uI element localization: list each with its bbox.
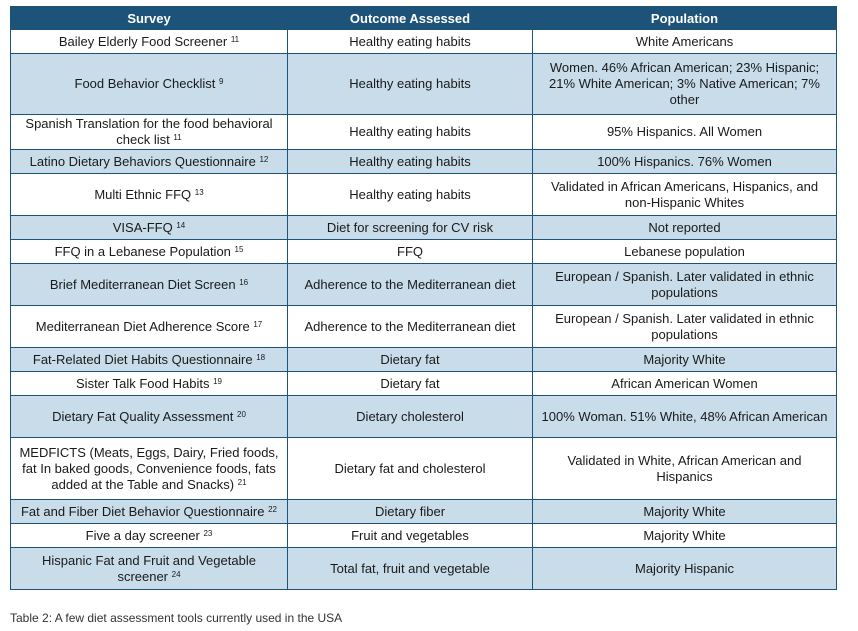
table-row (11, 150, 837, 174)
cell-outcome: Dietary cholesterol (288, 396, 533, 438)
cell-population: European / Spanish. Later validated in ethnic populations (533, 306, 837, 348)
survey-name: Mediterranean Diet Adherence Score (35, 318, 250, 334)
reference-number: 18 (256, 352, 266, 362)
reference-number: 19 (213, 376, 222, 386)
table-row (11, 372, 837, 396)
survey-name: Dietary Fat Quality Assessment (52, 408, 234, 424)
cell-survey (11, 216, 288, 240)
cell-survey (11, 306, 288, 348)
reference-number: 23 (203, 528, 213, 538)
cell-survey (11, 30, 288, 54)
cell-population: 100% Woman. 51% White, 48% African American (533, 396, 837, 438)
cell-population: Validated in White, African American and Hispanics (533, 438, 837, 500)
diet-assessment-table (10, 6, 837, 590)
cell-outcome: Healthy eating habits (288, 54, 533, 115)
table-row (11, 54, 837, 115)
reference-number: 21 (237, 477, 247, 487)
survey-name: Fat and Fiber Diet Behavior Questionnaire (20, 503, 265, 519)
cell-population: Majority White (533, 524, 837, 548)
cell-survey (11, 372, 288, 396)
cell-population: Women. 46% African American; 23% Hispanic; 21% White American; 3% Native American; 7% other (533, 54, 837, 115)
cell-outcome: Dietary fat (288, 348, 533, 372)
reference-number: 12 (259, 154, 269, 164)
table-row (11, 306, 837, 348)
cell-survey (11, 500, 288, 524)
cell-survey (11, 174, 288, 216)
table-row (11, 216, 837, 240)
table-row (11, 30, 837, 54)
survey-name: VISA-FFQ (112, 219, 173, 235)
cell-population: Lebanese population (533, 240, 837, 264)
table-row (11, 396, 837, 438)
header-outcome: Outcome Assessed (288, 7, 533, 30)
reference-number: 13 (194, 187, 204, 197)
cell-survey (11, 396, 288, 438)
cell-population: European / Spanish. Later validated in ethnic populations (533, 264, 837, 306)
cell-outcome: Dietary fat (288, 372, 533, 396)
survey-name: Sister Talk Food Habits (76, 375, 210, 391)
table-row (11, 348, 837, 372)
table-row (11, 500, 837, 524)
cell-outcome: Diet for screening for CV risk (288, 216, 533, 240)
reference-number: 22 (268, 504, 278, 514)
header-population: Population (533, 7, 837, 30)
survey-name: Spanish Translation for the food behavioral check list (25, 116, 273, 147)
cell-population: 95% Hispanics. All Women (533, 115, 837, 150)
cell-survey (11, 348, 288, 372)
cell-survey (11, 240, 288, 264)
survey-name: FFQ in a Lebanese Population (54, 243, 231, 259)
cell-survey (11, 115, 288, 150)
cell-survey (11, 264, 288, 306)
cell-outcome: FFQ (288, 240, 533, 264)
cell-survey (11, 54, 288, 115)
table-body (11, 30, 837, 590)
cell-population: Majority White (533, 348, 837, 372)
survey-name: Fat-Related Diet Habits Questionnaire (32, 351, 253, 367)
table-row (11, 240, 837, 264)
survey-name: Latino Dietary Behaviors Questionnaire (29, 153, 256, 169)
table-row (11, 115, 837, 150)
cell-outcome: Healthy eating habits (288, 174, 533, 216)
cell-population: 100% Hispanics. 76% Women (533, 150, 837, 174)
cell-outcome: Fruit and vegetables (288, 524, 533, 548)
reference-number: 11 (173, 133, 182, 142)
table-row (11, 548, 837, 590)
table-row (11, 438, 837, 500)
reference-number: 15 (234, 244, 244, 254)
reference-number: 17 (253, 319, 263, 329)
survey-name: MEDFICTS (Meats, Eggs, Dairy, Fried foods, fat In baked goods, Convenience foods, fats added at the Table and Snacks) (19, 444, 279, 492)
cell-survey (11, 438, 288, 500)
reference-number: 14 (176, 220, 186, 230)
survey-name: Bailey Elderly Food Screener (58, 33, 228, 49)
header-survey: Survey (11, 7, 288, 30)
cell-outcome: Adherence to the Mediterranean diet (288, 264, 533, 306)
cell-population: Majority Hispanic (533, 548, 837, 590)
cell-population: African American Women (533, 372, 837, 396)
cell-outcome: Total fat, fruit and vegetable (288, 548, 533, 590)
survey-name: Hispanic Fat and Fruit and Vegetable screener (42, 552, 256, 584)
table-caption: Table 2: A few diet assessment tools currently used in the USA (10, 611, 343, 625)
cell-population: Majority White (533, 500, 837, 524)
reference-number: 9 (219, 77, 224, 86)
survey-name: Brief Mediterranean Diet Screen (49, 276, 236, 292)
table-row (11, 264, 837, 306)
survey-name: Multi Ethnic FFQ (94, 186, 192, 202)
table-header-row (11, 7, 837, 30)
cell-survey (11, 150, 288, 174)
cell-population: Validated in African Americans, Hispanics, and non-Hispanic Whites (533, 174, 837, 216)
cell-population: Not reported (533, 216, 837, 240)
reference-number: 11 (230, 34, 240, 44)
cell-outcome: Healthy eating habits (288, 115, 533, 150)
table-row (11, 174, 837, 216)
cell-population: White Americans (533, 30, 837, 54)
table-row (11, 524, 837, 548)
cell-survey (11, 524, 288, 548)
reference-number: 24 (171, 569, 181, 579)
cell-outcome: Healthy eating habits (288, 150, 533, 174)
cell-outcome: Adherence to the Mediterranean diet (288, 306, 533, 348)
cell-outcome: Dietary fiber (288, 500, 533, 524)
cell-outcome: Dietary fat and cholesterol (288, 438, 533, 500)
reference-number: 16 (239, 277, 249, 287)
reference-number: 20 (237, 409, 246, 419)
cell-outcome: Healthy eating habits (288, 30, 533, 54)
survey-name: Five a day screener (85, 527, 200, 543)
cell-survey (11, 548, 288, 590)
survey-name: Food Behavior Checklist (74, 76, 216, 91)
